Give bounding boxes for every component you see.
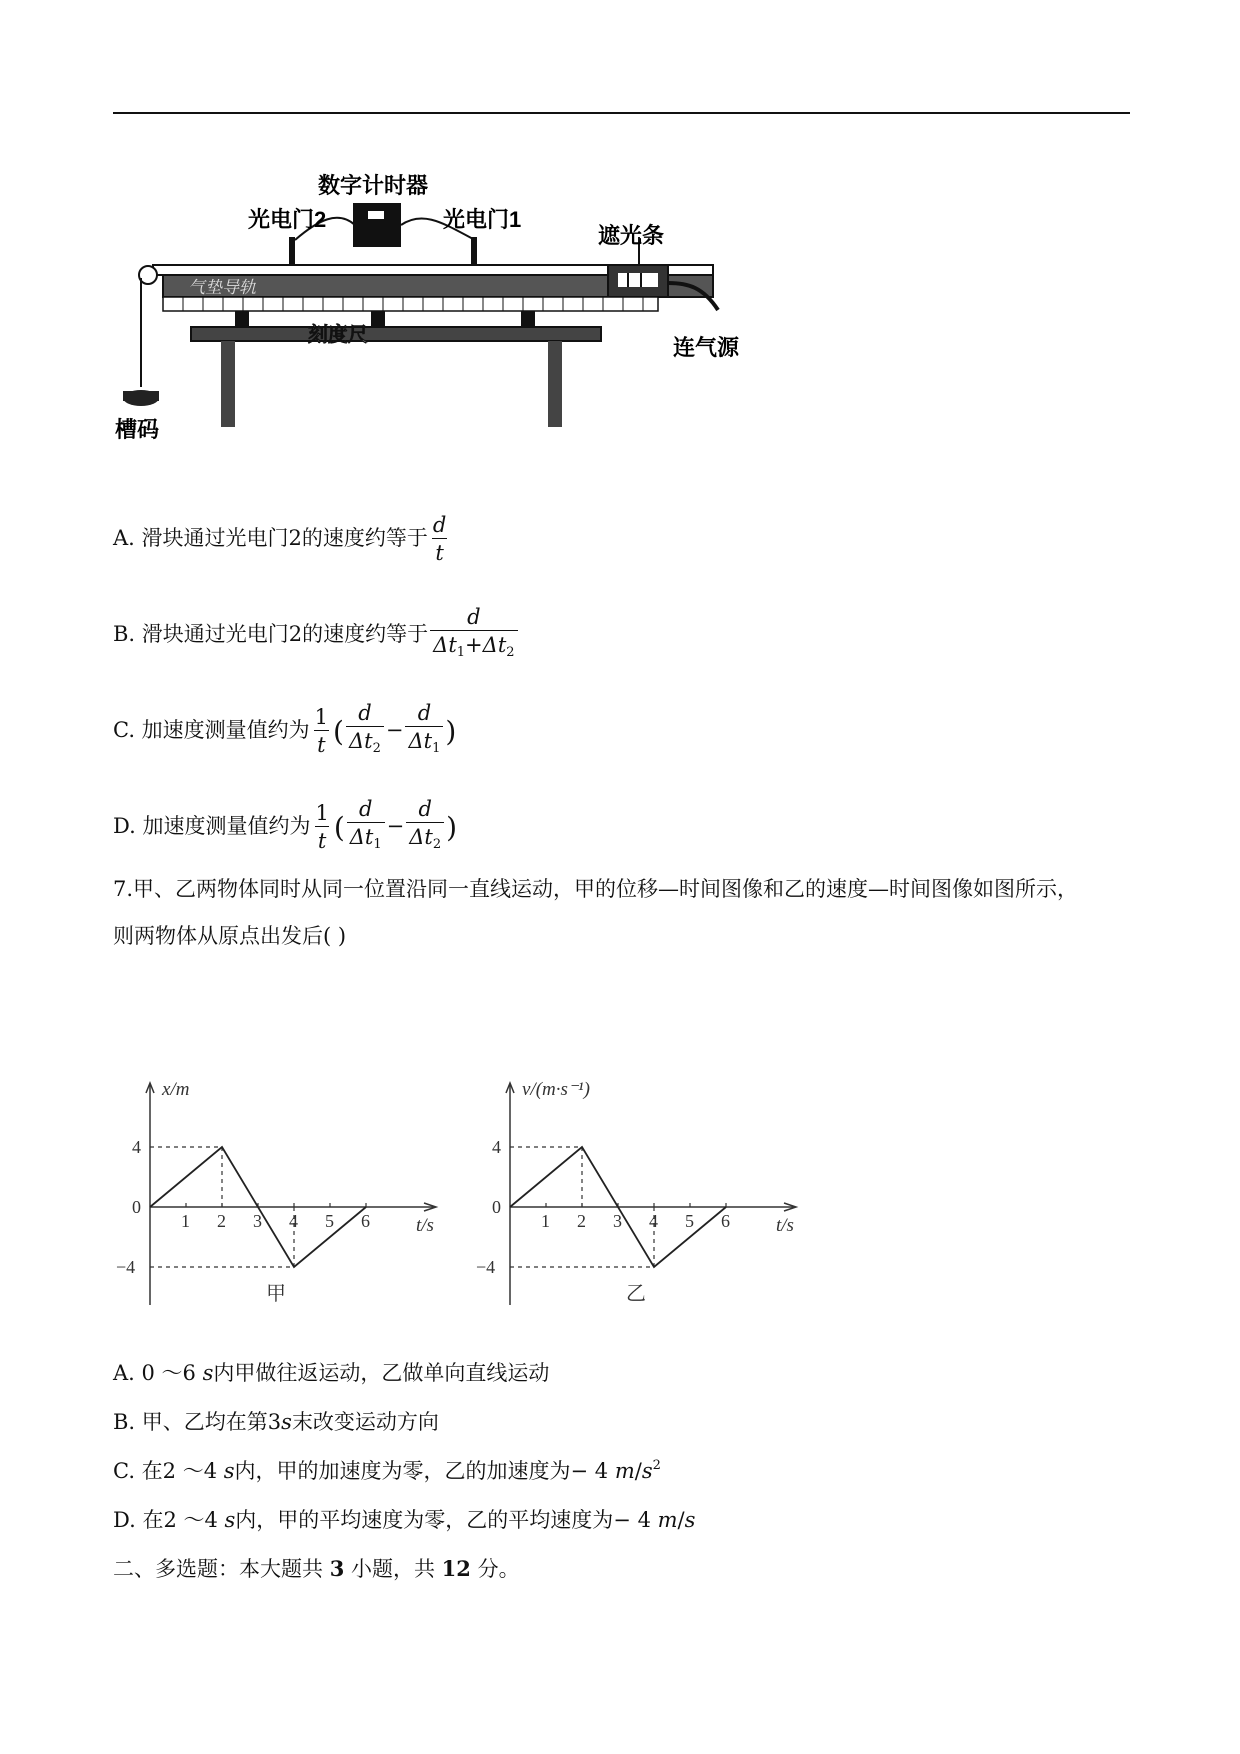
- fraction: $\frac{1}{t}$: [314, 705, 329, 757]
- y-tick-label: −4: [476, 1257, 496, 1277]
- fraction: $\frac{d}{\Delta t_2}$: [406, 796, 444, 859]
- x-tick-label: 5: [685, 1211, 694, 1231]
- fraction: $\frac{1}{t}$: [315, 801, 329, 853]
- header-rule: [113, 112, 1130, 114]
- label-gate2: 光电门2: [248, 207, 327, 232]
- x-tick-label: 6: [721, 1211, 730, 1231]
- x-tick-label: 2: [217, 1211, 226, 1231]
- q6-option-d[interactable]: D. 加速度测量值约为 $\frac{1}{t}$ ( $\frac{d}{\Delta t_1}$ − $\frac{d}{\Delta t_2}$ ): [113, 796, 457, 859]
- chart-caption: 甲: [266, 1283, 286, 1305]
- chart-jia: [116, 1075, 470, 1325]
- q7-option-a[interactable]: A. 0 ～6 s内甲做往返运动，乙做单向直线运动: [113, 1361, 550, 1385]
- q6-option-a[interactable]: A. 滑块通过光电门2的速度约等于 $\frac{d}{t}$: [113, 512, 451, 567]
- fraction: $\frac{d}{\Delta t_2}$: [346, 700, 384, 763]
- x-axis-label: t/s: [776, 1215, 794, 1236]
- y-tick-label: −4: [116, 1257, 136, 1277]
- table-leg-left: [221, 341, 235, 427]
- fraction: $\frac{d}{\Delta t_1}$: [405, 700, 443, 763]
- fraction: $\frac{d}{\Delta t_1}$: [347, 796, 385, 859]
- chart-caption: 乙: [626, 1283, 646, 1305]
- table-top: [191, 327, 601, 341]
- photogate-2: [289, 237, 295, 267]
- label-ruler: 刻度尺: [308, 324, 368, 346]
- y-axis-label: v/(m·s⁻¹): [522, 1079, 590, 1100]
- table-leg-right: [548, 341, 562, 427]
- fraction: $\frac{d}{t}$: [432, 513, 447, 565]
- label-shade: 遮光条: [598, 223, 665, 248]
- digital-timer-box: [353, 203, 401, 247]
- y-axis-label: x/m: [162, 1079, 190, 1100]
- q6-option-c[interactable]: C. 加速度测量值约为 $\frac{1}{t}$ ( $\frac{d}{\Delta t_2}$ − $\frac{d}{\Delta t_1}$ ): [113, 700, 456, 763]
- fraction: $\frac{d}{\Delta t_1+\Delta t_2}$: [430, 604, 517, 667]
- label-timer: 数字计时器: [318, 173, 429, 198]
- x-tick-label: 1: [541, 1211, 550, 1231]
- y-tick-label: 4: [132, 1137, 141, 1157]
- q7-option-d[interactable]: D. 在2 ～4 s内，甲的平均速度为零，乙的平均速度为− 4 m/s: [113, 1508, 696, 1532]
- x-tick-label: 3: [613, 1211, 622, 1231]
- x-tick-label: 5: [325, 1211, 334, 1231]
- label-rail: 气垫导轨: [188, 278, 256, 297]
- x-tick-label: 4: [289, 1211, 298, 1231]
- x-axis-label: t/s: [416, 1215, 434, 1236]
- y-tick-label: 0: [132, 1197, 141, 1217]
- x-tick-label: 6: [361, 1211, 370, 1231]
- y-tick-label: 4: [492, 1137, 501, 1157]
- q7-stem-line2: 则两物体从原点出发后( ): [113, 924, 347, 948]
- q7-option-b[interactable]: B. 甲、乙均在第3s末改变运动方向: [113, 1410, 439, 1434]
- x-tick-label: 1: [181, 1211, 190, 1231]
- label-gate1: 光电门1: [443, 207, 522, 232]
- section-2-heading: 二、多选题：本大题共 3 小题，共 12 分。: [113, 1556, 520, 1581]
- air-track-apparatus-figure: [113, 165, 763, 465]
- x-tick-label: 3: [253, 1211, 262, 1231]
- q7-option-c[interactable]: C. 在2 ～4 s内，甲的加速度为零，乙的加速度为− 4 $m/s^2$: [113, 1458, 661, 1483]
- q6-option-b[interactable]: B. 滑块通过光电门2的速度约等于 $\frac{d}{\Delta t_1+\Delta t_2}$: [113, 604, 520, 667]
- photogate-1: [471, 237, 477, 267]
- x-tick-label: 4: [649, 1211, 658, 1231]
- x-tick-label: 2: [577, 1211, 586, 1231]
- chart-yi: [476, 1075, 830, 1325]
- y-tick-label: 0: [492, 1197, 501, 1217]
- label-weight: 槽码: [115, 417, 160, 442]
- label-air: 连气源: [673, 335, 740, 360]
- q7-stem-line1: 7.甲、乙两物体同时从同一位置沿同一直线运动，甲的位移—时间图像和乙的速度—时间图像如图所示，: [113, 877, 1079, 901]
- ruler: [163, 297, 658, 311]
